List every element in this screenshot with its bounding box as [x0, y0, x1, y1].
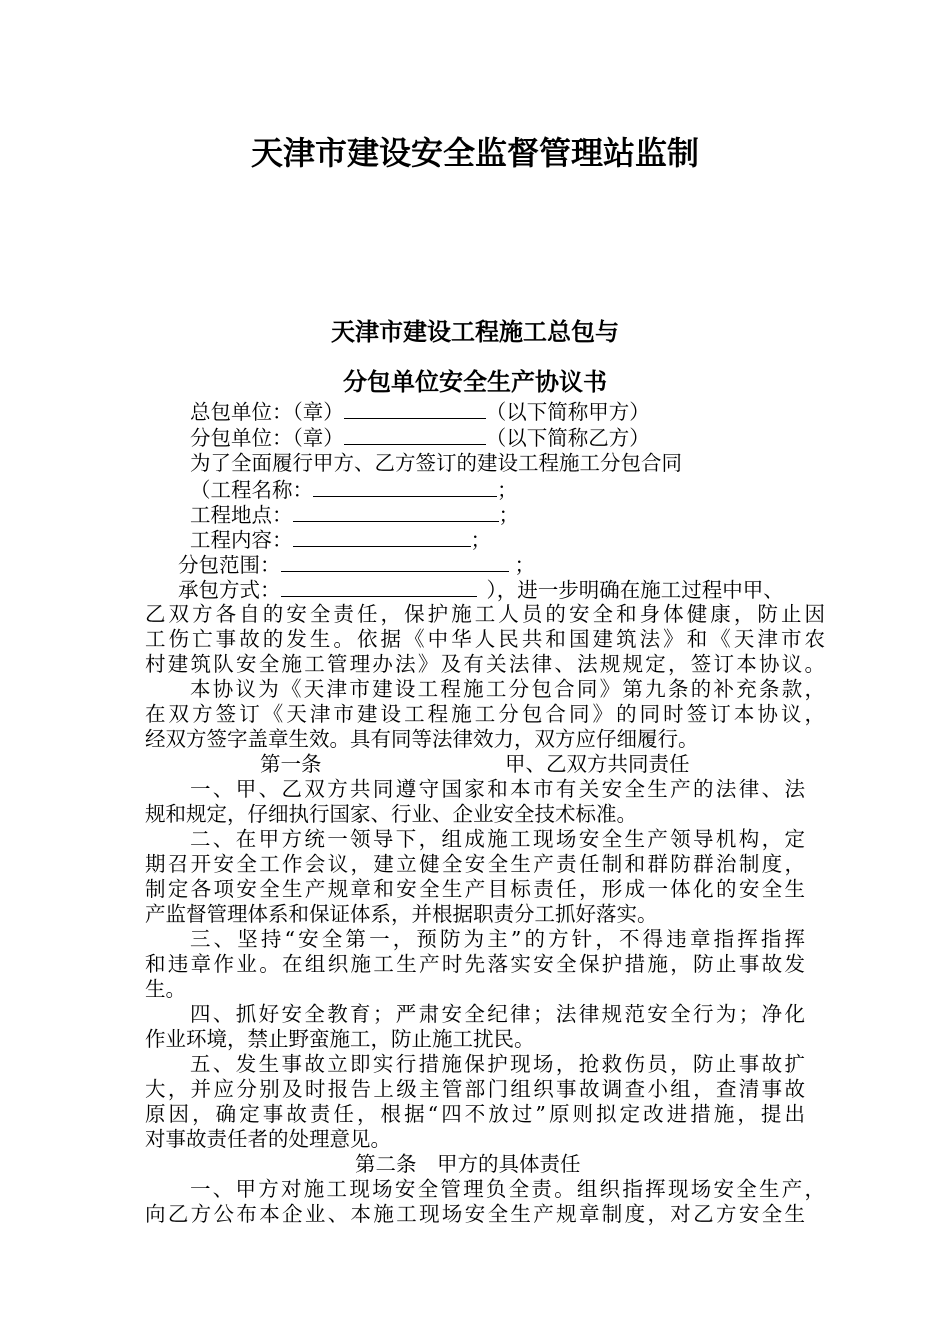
project-content-blank[interactable] — [293, 526, 471, 547]
semicolon: ； — [498, 503, 519, 527]
intro-line: 为了全面履行甲方、乙方签订的建设工程施工分包合同 — [190, 451, 682, 475]
semicolon: ； — [514, 553, 535, 577]
agreement-title-line1: 天津市建设工程施工总包与 — [331, 317, 619, 346]
agreement-title-line2: 分包单位安全生产协议书 — [343, 367, 607, 396]
a1-item3-line3: 生。 — [145, 977, 186, 1001]
article2-title: 第二条 甲方的具体责任 — [355, 1152, 581, 1176]
a1-item2-line1: 二、在甲方统一领导下，组成施工现场安全生产领导机构，定 — [190, 827, 805, 851]
scope-row — [178, 551, 535, 578]
a1-item3-line2: 和违章作业。在组织施工生产时先落实安全保护措施，防止事故发 — [145, 952, 805, 976]
contract-mode-label: 承包方式： — [178, 578, 281, 602]
contract-mode-row — [178, 576, 784, 603]
a1-item1-line2: 规和规定，仔细执行国家、行业、企业安全技术标准。 — [145, 802, 637, 826]
project-name-label: （工程名称： — [190, 478, 313, 502]
para2-line2: 在双方签订《天津市建设工程施工分包合同》的同时签订本协议， — [145, 702, 825, 726]
a1-item1-line1: 一、甲、乙双方共同遵守国家和本市有关安全生产的法律、法 — [190, 777, 805, 801]
a1-item5-line2: 大，并应分别及时报告上级主管部门组织事故调查小组，查清事故 — [145, 1077, 805, 1101]
a1-item2-line2: 期召开安全工作会议，建立健全安全生产责任制和群防群治制度， — [145, 852, 805, 876]
project-content-row — [190, 526, 491, 553]
para1-line1: 乙双方各自的安全责任，保护施工人员的安全和身体健康，防止因 — [145, 602, 825, 626]
party-a-row — [190, 398, 650, 425]
a1-item5-line3: 原因，确定事故责任，根据“四不放过”原则拟定改进措施，提出 — [145, 1102, 805, 1126]
party-a-label: 总包单位：（章） — [190, 400, 344, 424]
para1-line3: 村建筑队安全施工管理办法》及有关法律、法规规定，签订本协议。 — [145, 652, 825, 676]
article1-title: 甲、乙双方共同责任 — [505, 752, 690, 776]
project-content-label: 工程内容： — [190, 528, 293, 552]
a1-item3-line1: 三、坚持“安全第一，预防为主”的方针，不得违章指挥指挥 — [190, 927, 805, 951]
para2-line3: 经双方签字盖章生效。具有同等法律效力，双方应仔细履行。 — [145, 727, 699, 751]
a1-item5-line1: 五、发生事故立即实行措施保护现场，抢救伤员，防止事故扩 — [190, 1052, 805, 1076]
party-b-row — [190, 424, 650, 451]
party-a-blank[interactable] — [344, 398, 486, 419]
project-site-label: 工程地点： — [190, 503, 293, 527]
supervisor-title: 天津市建设安全监督管理站监制 — [250, 134, 699, 172]
a1-item5-line4: 对事故责任者的处理意见。 — [145, 1127, 391, 1151]
a1-item2-line4: 产监督管理体系和保证体系，并根据职责分工抓好落实。 — [145, 902, 658, 926]
party-b-label: 分包单位：（章） — [190, 426, 344, 450]
a1-item4-line1: 四、抓好安全教育；严肃安全纪律；法律规范安全行为；净化 — [190, 1002, 805, 1026]
party-a-suffix: （以下简称甲方） — [485, 400, 650, 424]
a1-item2-line3: 制定各项安全生产规章和安全生产目标责任，形成一体化的安全生 — [145, 877, 805, 901]
project-name-blank[interactable] — [313, 476, 497, 497]
a1-item4-line2: 作业环境，禁止野蛮施工，防止施工扰民。 — [145, 1027, 535, 1051]
a2-item1-line2: 向乙方公布本企业、本施工现场安全生产规章制度，对乙方安全生 — [145, 1202, 805, 1226]
project-site-row — [190, 501, 519, 528]
a2-item1-line1: 一、甲方对施工现场安全管理负全责。组织指挥现场安全生产， — [190, 1177, 825, 1201]
party-b-suffix: （以下简称乙方） — [485, 426, 650, 450]
party-b-blank[interactable] — [344, 424, 486, 445]
contract-mode-blank[interactable] — [281, 576, 477, 597]
project-site-blank[interactable] — [293, 501, 499, 522]
project-name-row — [190, 476, 518, 503]
scope-blank[interactable] — [281, 551, 509, 572]
scope-label: 分包范围： — [178, 553, 281, 577]
contract-mode-tail: ），进一步明确在施工过程中甲、 — [486, 578, 784, 602]
semicolon: ； — [470, 528, 491, 552]
para2-line1: 本协议为《天津市建设工程施工分包合同》第九条的补充条款， — [190, 677, 825, 701]
article1-number: 第一条 — [260, 752, 322, 776]
para1-line2: 工伤亡事故的发生。依据《中华人民共和国建筑法》和《天津市农 — [145, 627, 825, 651]
semicolon: ； — [497, 478, 518, 502]
